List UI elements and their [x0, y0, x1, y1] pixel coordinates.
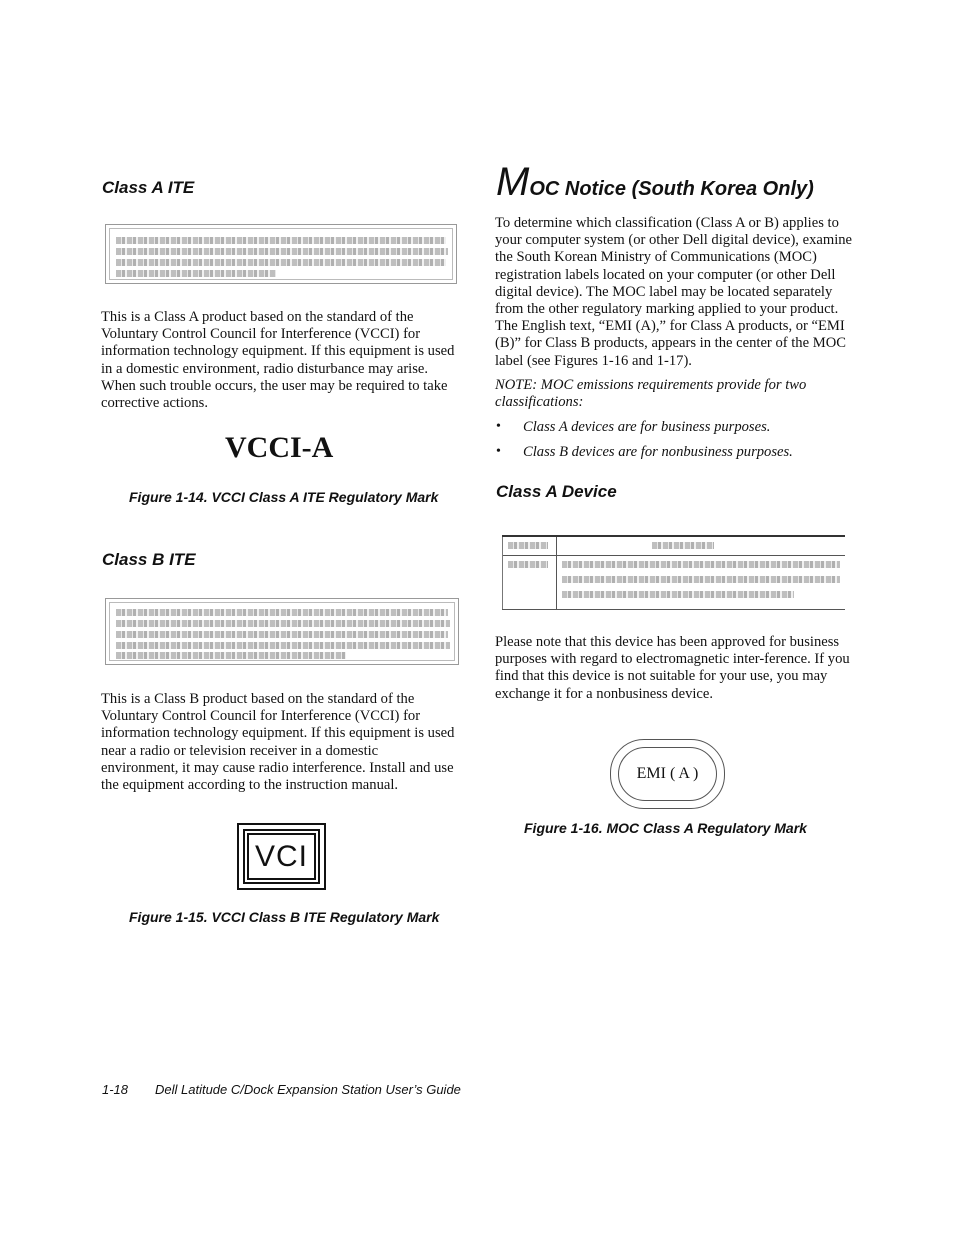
bullet-1-glyph: • — [496, 419, 501, 434]
page-number: 1-18 — [102, 1082, 129, 1097]
vcci-a-mark: VCCI-A — [225, 431, 334, 464]
vcci-logo-text: VCI — [247, 833, 316, 880]
class-a-device-heading: Class A Device — [496, 482, 617, 501]
bullet-class-b: Class B devices are for nonbusiness purposes. — [523, 444, 793, 460]
figure-1-14-caption: Figure 1-14. VCCI Class A ITE Regulatory Mark — [129, 489, 439, 505]
class-b-ite-paragraph: This is a Class B product based on the standard of the Voluntary Control Council for Interference (VCCI) for information technology equipment. If this equipment is used near a radio or television receiver in a domestic environment, it may cause radio interference. Install and use the equipment according to the instruction manual. — [101, 691, 455, 794]
class-a-device-paragraph: Please note that this device has been approved for business purposes with regard to electromagnetic inter-ference. If you find that this device is not suitable for your use, you may exchange it for a nonbusiness device. — [495, 634, 850, 702]
moc-korean-label-image — [502, 535, 845, 610]
moc-paragraph: To determine which classification (Class A or B) applies to your computer system (or other Dell digital device), examine the South Korean Ministry of Communications (MOC) registration labels located on your computer (or other Dell digital device). The MOC label may be located separately from the other regulatory marking applied to your product. The English text, “EMI (A),” for Class A products, or “EMI (B)” for Class B products, appears in the center of the MOC label (see Figures 1-16 and 1-17). — [495, 215, 853, 369]
moc-notice-heading — [496, 160, 814, 205]
vcci-class-b-japanese-label-image — [105, 598, 459, 665]
figure-1-15-caption: Figure 1-15. VCCI Class B ITE Regulatory Mark — [129, 909, 440, 925]
class-b-ite-heading: Class B ITE — [102, 550, 196, 569]
bullet-class-a: Class A devices are for business purposes. — [523, 419, 771, 435]
class-a-ite-paragraph: This is a Class A product based on the standard of the Voluntary Control Council for Interference (VCCI) for information technology equipment. If this equipment is used in a domestic environment, radio disturbance may arise. When such trouble occurs, the user may be required to take corrective actions. — [101, 309, 455, 412]
emi-mark-text: EMI ( A ) — [618, 747, 717, 801]
moc-note: NOTE: MOC emissions requirements provide for two classifications: — [495, 377, 807, 411]
vcci-class-a-japanese-label-image — [105, 224, 457, 284]
moc-heading-rest: OC Notice (South Korea Only) — [529, 178, 814, 200]
moc-heading-initial: M — [496, 160, 530, 204]
vcci-class-b-logo — [237, 823, 326, 890]
footer-guide-title: Dell Latitude C/Dock Expansion Station User’s Guide — [155, 1082, 461, 1097]
bullet-2-glyph: • — [496, 444, 501, 459]
figure-1-16-caption: Figure 1-16. MOC Class A Regulatory Mark — [524, 820, 807, 836]
emi-a-regulatory-mark — [610, 739, 725, 809]
class-a-ite-heading: Class A ITE — [102, 178, 195, 197]
